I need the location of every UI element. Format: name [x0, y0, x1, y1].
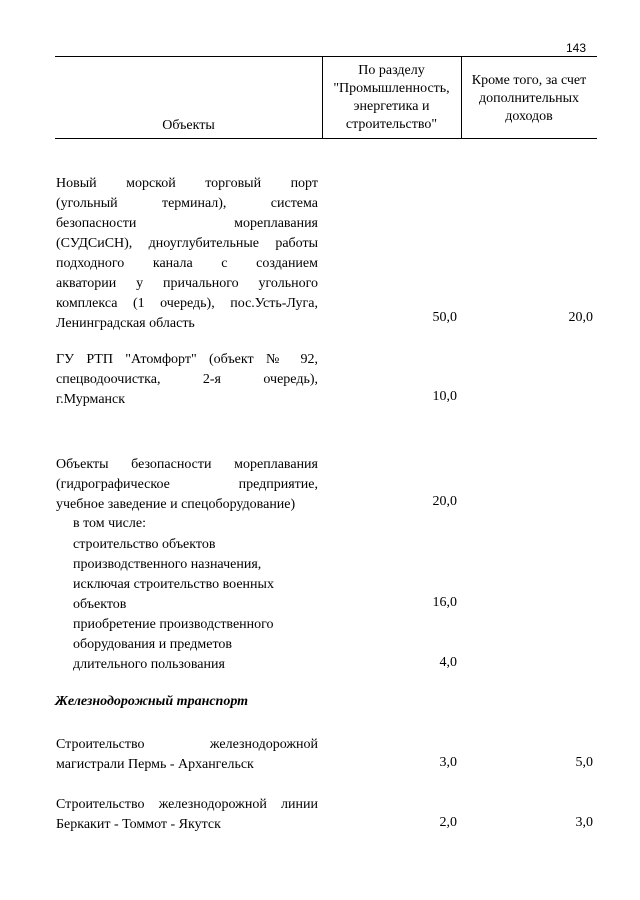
header-section: По разделу "Промышленность, энергетика и строительство" [333, 63, 450, 132]
page-number: 143 [566, 41, 587, 55]
table-header-bottom-rule [55, 138, 597, 139]
subrow-equipment-purchase-value: 4,0 [439, 655, 457, 670]
row-navigation-safety-section-value: 20,0 [432, 494, 457, 509]
row-ust-luga-additional-value: 20,0 [568, 310, 593, 325]
row-berkakit-yakutsk: Строительство железнодорожной линии Беркакит - Томмот - Якутск [56, 797, 318, 832]
header-additional: Кроме того, за счет дополнительных доходов [471, 73, 587, 124]
in-that-number-label: в том числе: [73, 516, 146, 531]
row-atomflot: ГУ РТП "Атомфорт" (объект № 92, спецводоочистка, 2-я очередь), г.Мурманск [56, 352, 318, 407]
subrow-production-construction: строительство объектов производственного назначения, исключая строительство военных объектов [73, 537, 274, 612]
row-navigation-safety: Объекты безопасности мореплавания (гидрографическое предприятие, учебное заведение и спецоборудование) [56, 457, 318, 512]
row-perm-arkhangelsk: Строительство железнодорожной магистрали Пермь - Архангельск [56, 737, 318, 772]
row-berkakit-yakutsk-section-value: 2,0 [439, 815, 457, 830]
table-top-rule [55, 56, 597, 57]
row-ust-luga-section-value: 50,0 [432, 310, 457, 325]
row-ust-luga-port: Новый морской торговый порт (угольный терминал), система безопасности мореплавания (СУДСиСН), дноуглубительные работы подходного канала с созданием акватории у причального угольного комплекса (1 очередь), пос.Усть-Луга, Ленинградская область [56, 176, 318, 331]
section-title-railway: Железнодорожный транспорт [55, 694, 249, 709]
row-perm-arkhangelsk-section-value: 3,0 [439, 755, 457, 770]
row-berkakit-yakutsk-additional-value: 3,0 [575, 815, 593, 830]
header-objects: Объекты [162, 118, 215, 133]
row-perm-arkhangelsk-additional-value: 5,0 [575, 755, 593, 770]
subrow-equipment-purchase: приобретение производственного оборудования и предметов длительного пользования [73, 617, 274, 672]
subrow-production-construction-value: 16,0 [432, 595, 457, 610]
row-atomflot-section-value: 10,0 [432, 389, 457, 404]
